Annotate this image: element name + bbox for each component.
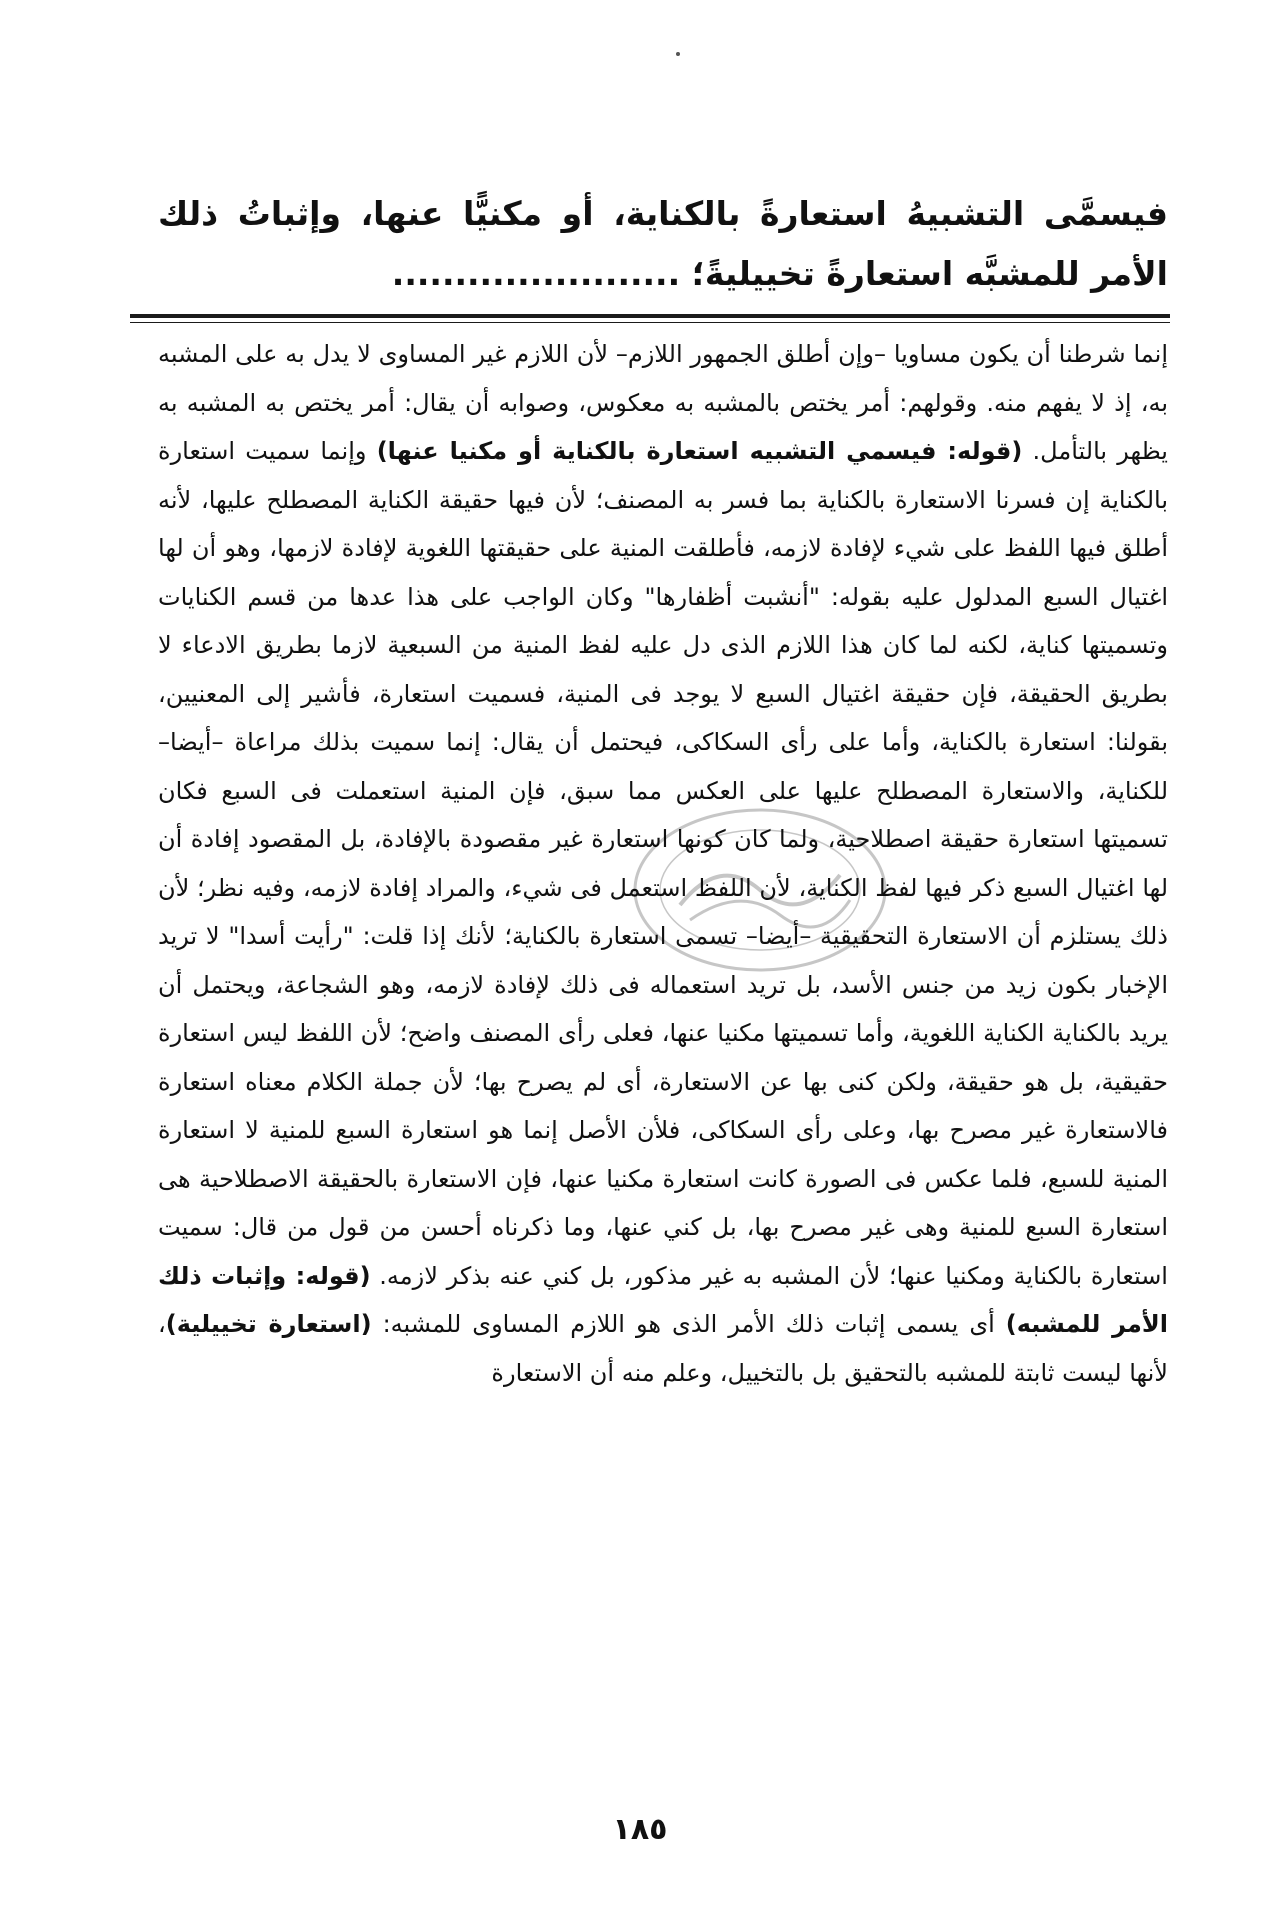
page-number: ١٨٥ [612, 1812, 668, 1847]
matn-text [158, 184, 1168, 304]
commentary-para-1: إنما شرطنا أن يكون مساويا –وإن أطلق الجمهور اللازم– لأن اللازم غير المساوى لا يدل به على المشبه به، إذ لا يفهم منه. وقولهم: أمر يختص بالمشبه به معكوس، وصوابه أن يقال: أمر يختص به المشبه به يظهر بالتأمل. [158, 340, 1168, 465]
commentary-quote-2: (قوله: وإثبات ذلك الأمر للمشبه) [158, 1261, 1169, 1338]
commentary-quote-3: (استعارة تخييلية) [165, 1310, 372, 1338]
separator-rule-thick [130, 314, 1170, 318]
scan-speck [676, 52, 680, 56]
matn-line: فيسمَّى التشبيهُ استعارةً بالكناية، أو مكنيًّا عنها، وإثباتُ ذلك الأمر للمشبَّه استعارةً تخييليةً؛ [158, 194, 1168, 293]
separator-rule-thin [130, 322, 1170, 323]
commentary-para-4: ، لأنها ليست ثابتة للمشبه بالتحقيق بل بالتخييل، وعلم منه أن الاستعارة [158, 1310, 1168, 1387]
commentary-para-2: وإنما سميت استعارة بالكناية إن فسرنا الاستعارة بالكناية بما فسر به المصنف؛ لأن فيها حقيقة الكناية المصطلح عليها، لأنه أطلق فيها اللفظ على شيء لإفادة لازمه، فأطلقت المنية على حقيقتها اللغوية لإفادة لازمها، وهو أن لها اغتيال السبع المدلول عليه بقوله: "أنشبت أظفارها" وكان الواجب على هذا عدها من قسم الكنايات وتسميتها كناية، لكنه لما كان هذا اللازم الذى دل عليه لفظ المنية من السبعية لازما بطريق الادعاء لا بطريق الحقيقة، فإن حقيقة اغتيال السبع لا يوجد فى المنية، فسميت استعارة، فأشير إلى المعنيين، بقولنا: استعارة بالكناية، وأما على رأى السكاكى، فيحتمل أن يقال: إنما سميت بذلك مراعاة –أيضا– للكناية، والاستعارة المصطلح عليها على العكس مما سبق، فإن المنية استعملت فى السبع فكان تسميتها استعارة حقيقة اصطلاحية، ولما كان كونها استعارة غير مقصودة بالإفادة، بل المقصود إفادة أن لها اغتيال السبع ذكر فيها لفظ الكناية، لأن اللفظ استعمل فى شيء، والمراد إفادة لازمه، وفيه نظر؛ لأن ذلك يستلزم أن الاستعارة التحقيقية –أيضا– تسمى استعارة بالكناية؛ لأنك إذا قلت: "رأيت أسدا" لا تريد الإخبار بكون زيد من جنس الأسد، بل تريد استعماله فى ذلك لإفادة لازمه، وهو الشجاعة، ويحتمل أن يريد بالكناية الكناية اللغوية، وأما تسميتها مكنيا عنها، فعلى رأى المصنف واضح؛ لأن اللفظ ليس استعارة حقيقية، بل هو حقيقة، ولكن كنى بها عن الاستعارة، أى لم يصرح بها؛ لأن جملة الكلام معناه استعارة فالاستعارة غير مصرح بها، وعلى رأى السكاكى، فلأن الأصل إنما هو استعارة السبع للمنية لا استعارة المنية للسبع، فلما عكس فى الصورة كانت استعارة مكنيا عنها، فإن الاستعارة بالحقيقة الاصطلاحية هى استعارة السبع للمنية وهى غير مصرح بها، بل كني عنها، وما ذكرناه أحسن من قول من قال: سميت استعارة بالكناية ومكنيا عنها؛ لأن المشبه به غير مذكور، بل كني عنه بذكر لازمه. [158, 437, 1168, 1290]
matn-dots: ....................... [391, 254, 681, 293]
commentary-quote-1: (قوله: فيسمي التشبيه استعارة بالكناية أو مكنيا عنها) [376, 437, 1023, 465]
commentary-para-3: أى يسمى إثبات ذلك الأمر الذى هو اللازم المساوى للمشبه: [382, 1310, 995, 1338]
commentary-text [158, 330, 1168, 1397]
